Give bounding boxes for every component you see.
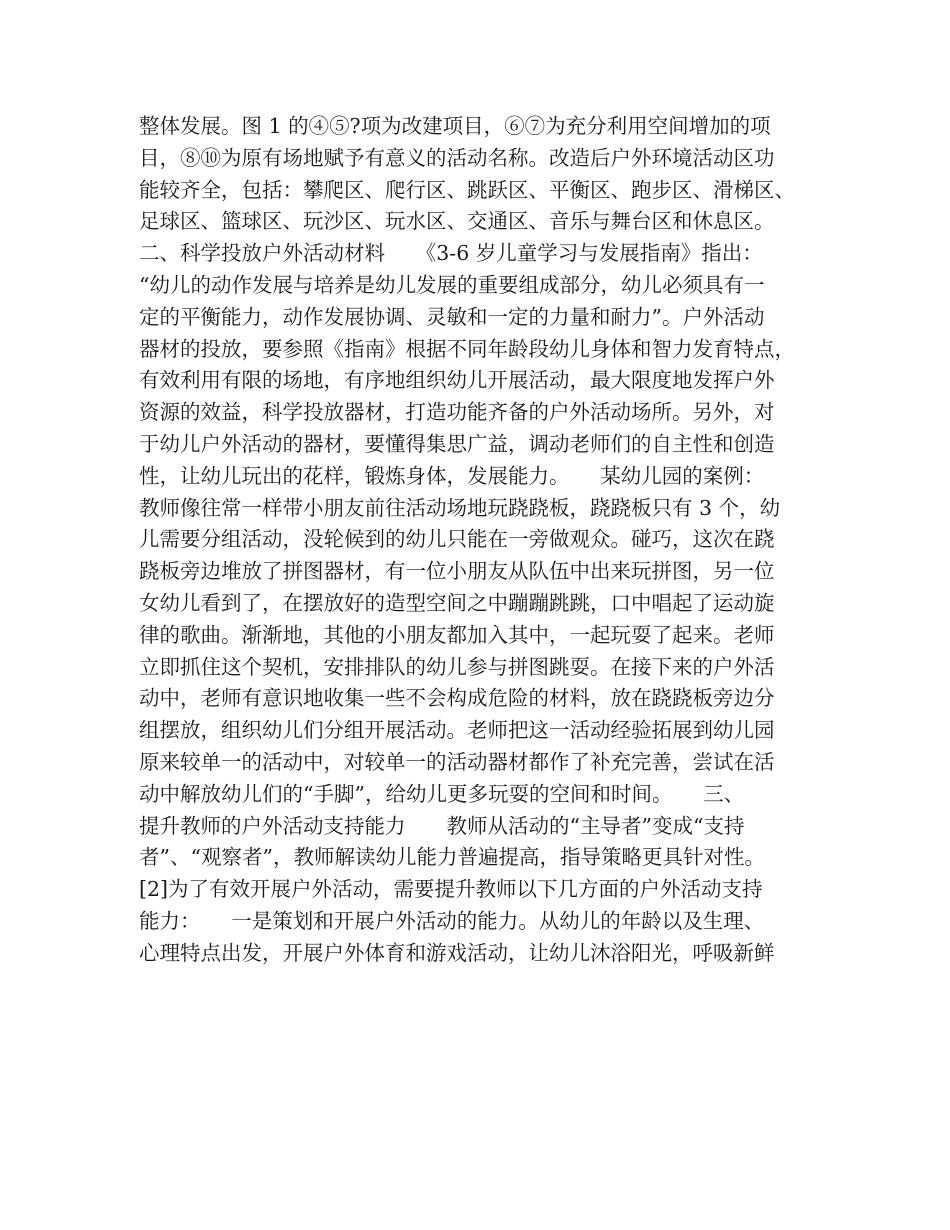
text-line: 目，⑧⑩为原有场地赋予有意义的活动名称。改造后户外环境活动区功: [139, 145, 775, 170]
text-line: 资源的效益，科学投放器材，打造功能齐备的户外活动场所。另外，对: [139, 400, 775, 425]
text-line: 动中，老师有意识地收集一些不会构成危险的材料，放在跷跷板旁边分: [139, 686, 775, 711]
section-heading-line: 提升教师的户外活动支持能力 教师从活动的“主导者”变成“支持: [139, 813, 745, 838]
section-heading-line: 二、科学投放户外活动材料 《3-6 岁儿童学习与发展指南》指出：: [139, 241, 763, 266]
text-line: 心理特点出发，开展户外体育和游戏活动，让幼儿沐浴阳光，呼吸新鲜: [139, 940, 775, 965]
text-line: 动中解放幼儿们的“手脚”，给幼儿更多玩耍的空间和时间。 三、: [139, 781, 745, 806]
text-line: 性，让幼儿玩出的花样，锻炼身体，发展能力。 某幼儿园的案例：: [139, 463, 765, 488]
text-line: [2]为了有效开展户外活动，需要提升教师以下几方面的户外活动支持: [139, 877, 763, 902]
text-line: 儿需要分组活动，没轮候到的幼儿只能在一旁做观众。碰巧，这次在跷: [139, 527, 775, 552]
text-line: 跷板旁边堆放了拼图器材，有一位小朋友从队伍中出来玩拼图，另一位: [139, 559, 775, 584]
text-line: 能力： 一是策划和开展户外活动的能力。从幼儿的年龄以及生理、: [139, 908, 765, 933]
text-line: 足球区、篮球区、玩沙区、玩水区、交通区、音乐与舞台区和休息区。: [139, 209, 775, 234]
body-text: [139, 111, 829, 970]
text-line: 原来较单一的活动中，对较单一的活动器材都作了补充完善，尝试在活: [139, 749, 775, 774]
text-line: 定的平衡能力，动作发展协调、灵敏和一定的力量和耐力”。户外活动: [139, 304, 765, 329]
text-line: 立即抓住这个契机，安排排队的幼儿参与拼图跳耍。在接下来的户外活: [139, 654, 775, 679]
text-line: “幼儿的动作发展与培养是幼儿发展的重要组成部分，幼儿必须具有一: [139, 272, 765, 297]
text-line: 律的歌曲。渐渐地，其他的小朋友都加入其中，一起玩耍了起来。老师: [139, 622, 775, 647]
text-line: 于幼儿户外活动的器材，要懂得集思广益，调动老师们的自主性和创造: [139, 431, 775, 456]
text-line: 有效利用有限的场地，有序地组织幼儿开展活动，最大限度地发挥户外: [139, 368, 775, 393]
text-line: 女幼儿看到了，在摆放好的造型空间之中蹦蹦跳跳，口中唱起了运动旋: [139, 590, 775, 615]
text-line: 教师像往常一样带小朋友前往活动场地玩跷跷板，跷跷板只有 3 个，幼: [139, 495, 781, 520]
text-line: 器材的投放，要参照《指南》根据不同年龄段幼儿身体和智力发育特点，: [139, 336, 795, 361]
text-line: 整体发展。图 1 的④⑤?项为改建项目，⑥⑦为充分利用空间增加的项: [139, 114, 771, 138]
text-line: 能较齐全，包括：攀爬区、爬行区、跳跃区、平衡区、跑步区、滑梯区、: [139, 177, 795, 202]
text-line: 组摆放，组织幼儿们分组开展活动。老师把这一活动经验拓展到幼儿园: [139, 718, 775, 743]
text-line: 者”、“观察者”，教师解读幼儿能力普遍提高，指导策略更具针对性。: [139, 845, 765, 870]
